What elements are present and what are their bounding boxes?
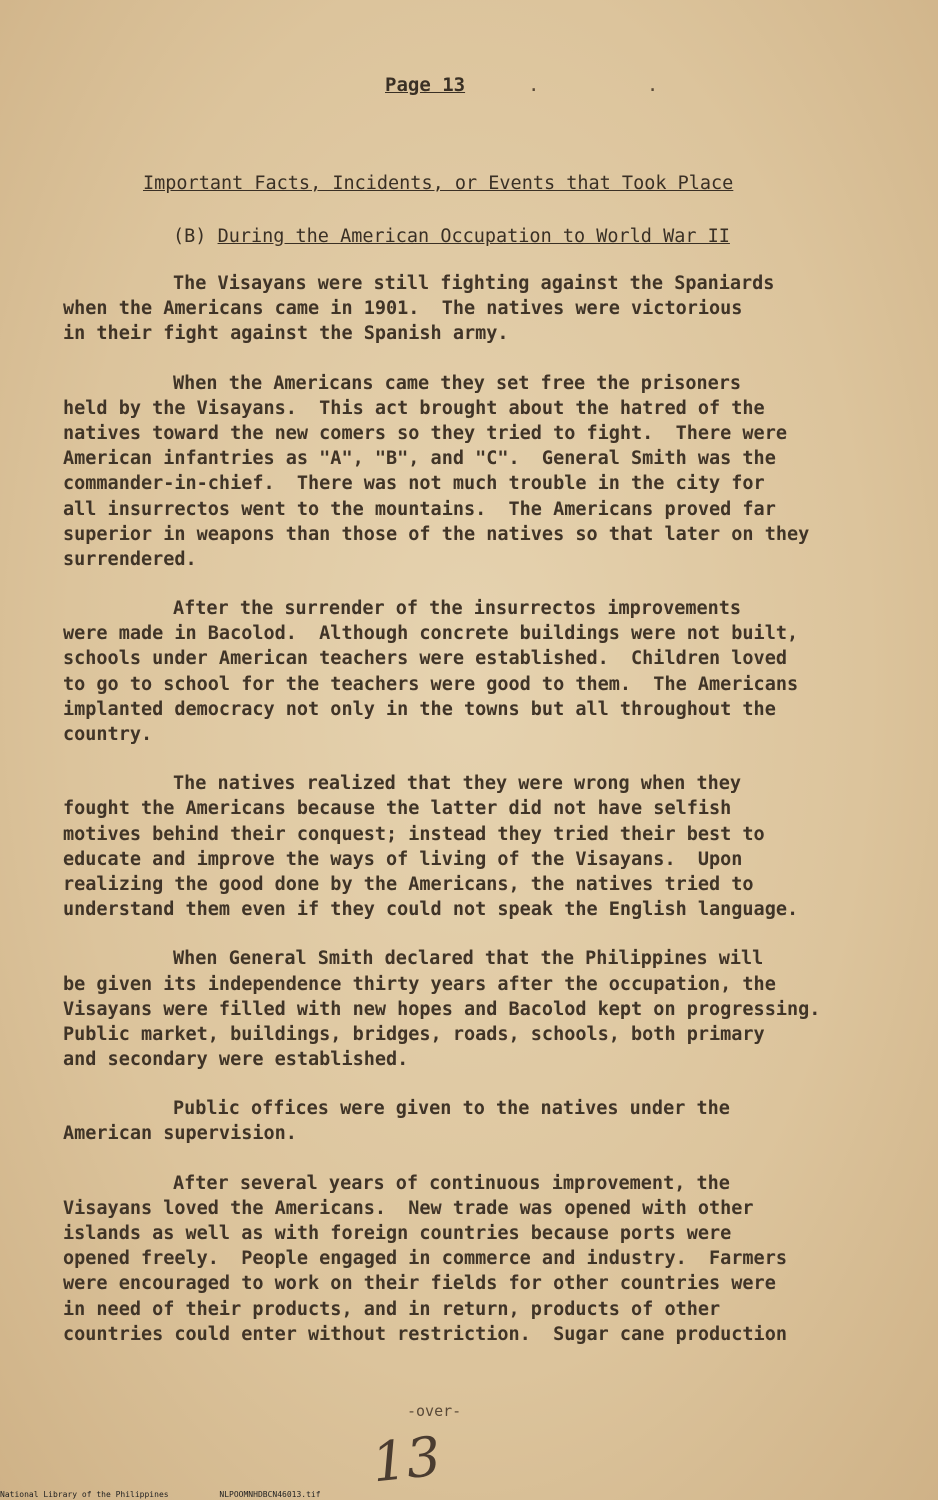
paragraph-line: When General Smith declared that the Philippines will (173, 948, 764, 970)
section-subtitle (173, 226, 730, 247)
paragraph-line: Public offices were given to the natives under the (173, 1098, 730, 1120)
paragraph (63, 371, 903, 573)
paragraph-line: all insurrectos went to the mountains. The Americans proved far (63, 498, 776, 520)
paragraph (63, 1096, 903, 1146)
paragraph-line: surrendered. (63, 548, 197, 570)
paragraph-line: American infantries as "A", "B", and "C". General Smith was the (63, 448, 776, 470)
paragraph-line: motives behind their conquest; instead they tried their best to (63, 823, 765, 845)
paragraph-line: were made in Bacolod. Although concrete buildings were not built, (63, 623, 799, 645)
handwritten-page-number: 13 (368, 1424, 444, 1495)
paragraph-line: in need of their products, and in return, products of other (63, 1298, 721, 1320)
stray-dots: . . (528, 74, 707, 96)
paragraph-line: when the Americans came in 1901. The natives were victorious (63, 298, 743, 320)
file-id: NLPOOMNHDBCN46013.tif (219, 1490, 321, 1499)
page-number: Page 13 (385, 74, 466, 96)
paragraph-line: opened freely. People engaged in commerce and industry. Farmers (63, 1248, 787, 1270)
paragraph-line: natives toward the new comers so they tried to fight. There were (63, 422, 787, 444)
paragraph-line: The Visayans were still fighting against the Spaniards (173, 273, 775, 294)
paragraph-line: educate and improve the ways of living of the Visayans. Upon (63, 848, 743, 870)
paragraph-line: and secondary were established. (63, 1049, 409, 1071)
paragraph-line: Public market, buildings, bridges, roads, schools, both primary (63, 1023, 765, 1045)
paragraph-line: be given its independence thirty years after the occupation, the (63, 973, 776, 995)
paragraph-line: fought the Americans because the latter did not have selfish (63, 798, 732, 820)
paragraph-line: schools under American teachers were established. Children loved (63, 648, 787, 670)
section-title: Important Facts, Incidents, or Events that Took Place (143, 173, 734, 194)
paragraph-line: After the surrender of the insurrectos improvements (173, 598, 742, 620)
paragraph-line: to go to school for the teachers were good to them. The Americans (63, 673, 799, 695)
paragraph-line: Visayans were filled with new hopes and Bacolod kept on progressing. (63, 998, 821, 1020)
paragraph-line: implanted democracy not only in the towns but all throughout the (63, 698, 776, 720)
subtitle-text: During the American Occupation to World War II (217, 226, 730, 247)
paragraph (63, 1171, 903, 1347)
over-marker: -over- (407, 1402, 462, 1420)
paragraph-line: countries could enter without restriction. Sugar cane production (63, 1323, 787, 1345)
paragraph-line: understand them even if they could not speak the English language. (63, 899, 799, 921)
paragraph-line: country. (63, 724, 153, 745)
paragraph (63, 596, 903, 747)
paragraph (63, 271, 903, 347)
paragraph-line: commander-in-chief. There was not much trouble in the city for (63, 473, 765, 495)
paragraph (63, 771, 903, 922)
paragraph-line: Visayans loved the Americans. New trade was opened with other (63, 1197, 754, 1219)
paragraph-line: were encouraged to work on their fields for other countries were (63, 1273, 776, 1295)
paragraph-line: in their fight against the Spanish army. (63, 323, 509, 345)
source-label: National Library of the Philippines (0, 1490, 169, 1499)
subtitle-prefix: (B) (173, 226, 218, 247)
paragraph-line: held by the Visayans. This act brought about the hatred of the (63, 397, 765, 419)
paragraph-line: When the Americans came they set free the prisoners (173, 372, 742, 394)
paragraph (63, 946, 903, 1072)
paragraph-line: American supervision. (63, 1123, 297, 1145)
scan-footer (0, 1490, 938, 1499)
paragraph-line: islands as well as with foreign countries because ports were (63, 1223, 732, 1244)
paragraph-line: After several years of continuous improvement, the (173, 1172, 730, 1194)
paragraph-line: realizing the good done by the Americans, the natives tried to (63, 873, 754, 895)
paragraph-line: The natives realized that they were wrong when they (173, 773, 742, 795)
document-body (63, 271, 903, 1371)
paragraph-line: superior in weapons than those of the natives so that later on they (63, 523, 810, 545)
